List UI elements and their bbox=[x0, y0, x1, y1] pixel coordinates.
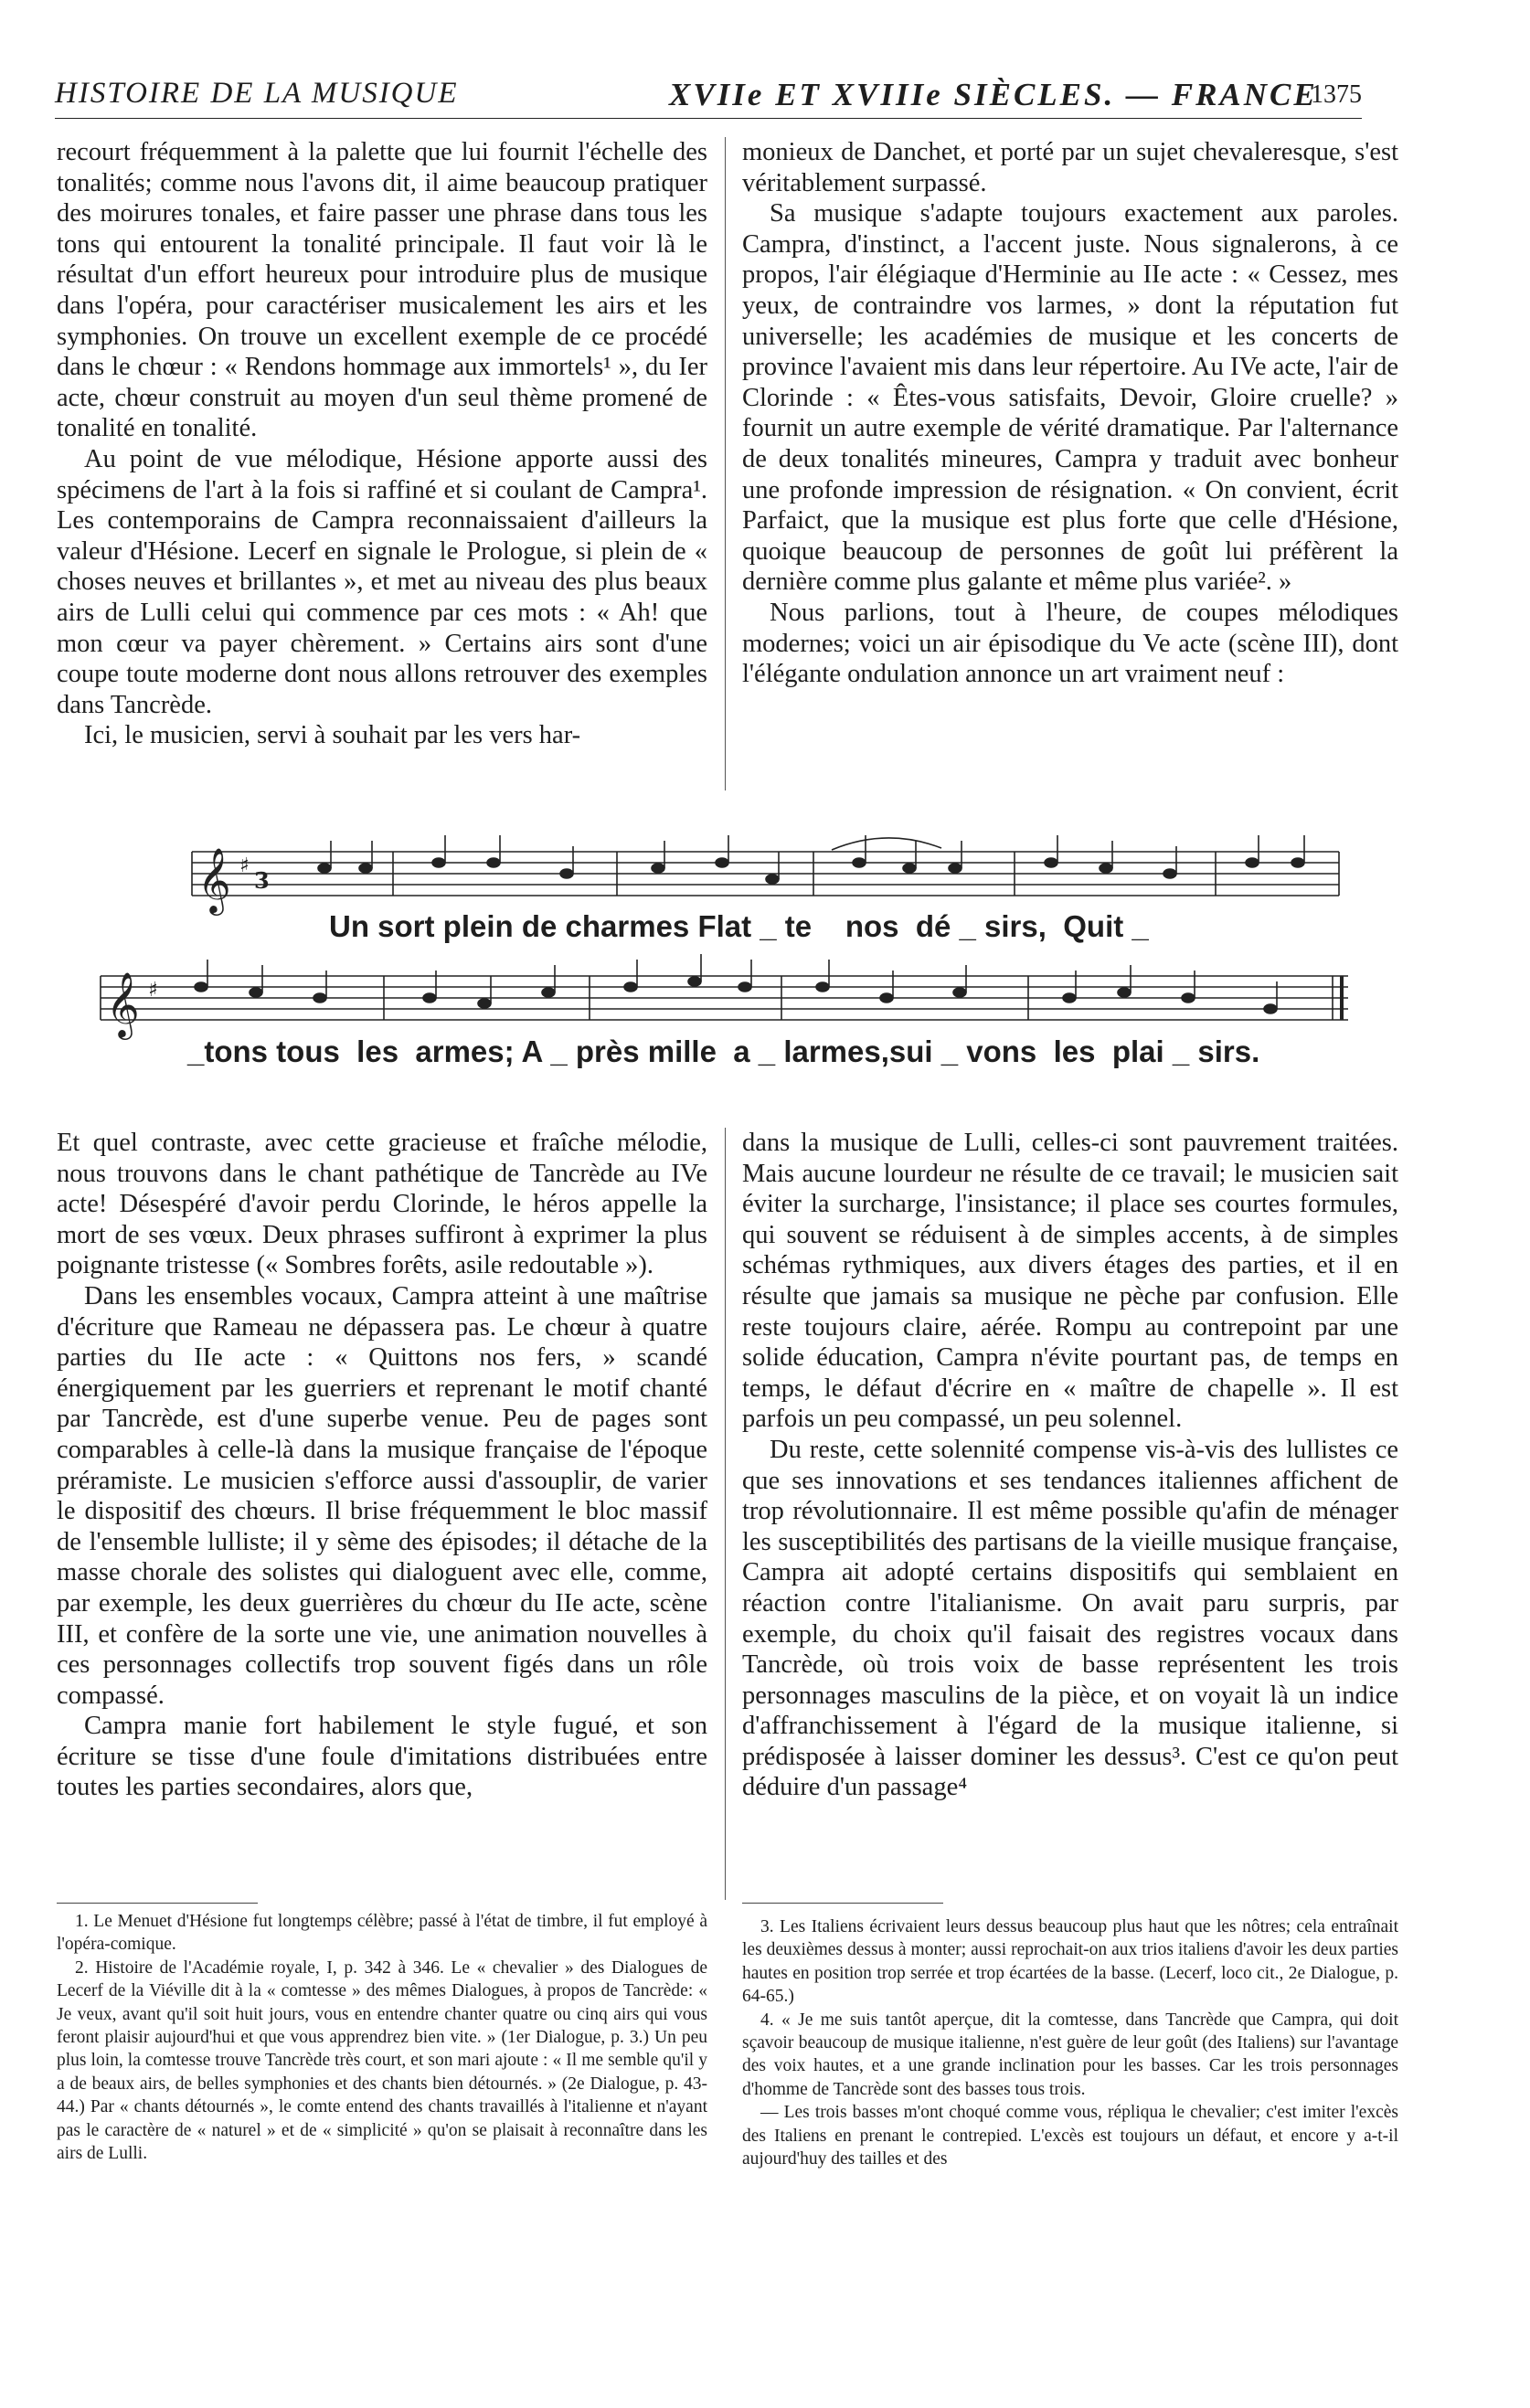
footnote-rule bbox=[57, 1903, 258, 1904]
paragraph: Nous parlions, tout à l'heure, de coupes mélodiques modernes; voici un air épisodique du Ve acte (scène III), dont l'élégante ondulation annonce un art vraiment neuf : bbox=[742, 598, 1398, 689]
paragraph: Du reste, cette solennité compense vis-à-vis des lullistes ce que ses innovations et ses tendances italiennes affichent de trop révolutionnaire. Il est même possible qu'afin de ménager les susceptibilités des partisans de la vieille musique française, Campra ait adopté certains dispositifs qui semblaient en réaction contre l'italianisme. On avait paru surpris, par exemple, du choix qu'il faisait des registres vocaux dans Tancrède, où trois voix de basse représentent les trois personnages masculins de la pièce, et on voyait là un indice d'affranchissement à l'égard de la musique italienne, si prédisposée à laisser dominer les dessus³. C'est ce qu'on peut déduire d'un passage⁴ bbox=[742, 1435, 1398, 1802]
lyrics-line-2: _tons tous les armes; A _ près mille a _ larmes,sui _ vons les plai _ sirs. bbox=[187, 1034, 1260, 1068]
header-title: HISTOIRE DE LA MUSIQUE bbox=[55, 77, 459, 110]
footnote: — Les trois basses m'ont choqué comme vous, répliqua le chevalier; c'est imiter l'excès des Italiens en prenant le contrepied. L'excès est toujours un défaut, et encore y a-t-il aujourd'huy des tailles et des bbox=[742, 2103, 1398, 2169]
footnote: 1. Le Menuet d'Hésione fut longtemps célèbre; passé à l'état de timbre, il fut employé à l'opéra-comique. bbox=[57, 1912, 707, 1955]
paragraph: Au point de vue mélodique, Hésione apporte aussi des spécimens de l'art à la fois si raffiné et si coulant de Campra¹. Les contemporains de Campra reconnaissaient d'ailleurs la valeur d'Hésione. Lecerf en signale le Prologue, si plein de « choses neuves et brillantes », et met au niveau des plus beaux airs de Lulli celui qui commence par ces mots : « Ah! que mon cœur va payer chèrement. » Certains airs sont d'une coupe toute moderne dont nous allons retrouver des exemples dans Tancrède. bbox=[57, 444, 707, 719]
paragraph: Campra manie fort habilement le style fugué, et son écriture se tisse d'une foule d'imitations distribuées entre toutes les parties secondaires, alors que, bbox=[57, 1712, 707, 1802]
footnote: 4. « Je me suis tantôt aperçue, dit la comtesse, dans Tancrède que Campra, qui doit sçavoir beaucoup de musique italienne, n'est guère de leur goût (des Italiens) sur l'avantage des voix hautes, et a une grande inclination pour les basses. Car les trois personnages d'homme de Tancrède sont des basses tous trois. bbox=[742, 2010, 1398, 2099]
header-section: XVIIe ET XVIIIe SIÈCLES. — FRANCE bbox=[669, 77, 1318, 112]
treble-clef-icon: 𝄞 bbox=[197, 846, 231, 913]
paragraph: Ici, le musicien, servi à souhait par les vers har- bbox=[84, 721, 581, 750]
svg-text:♯: ♯ bbox=[239, 854, 250, 877]
left-column-bottom bbox=[57, 1128, 707, 1803]
page-number: 1375 bbox=[1311, 80, 1362, 109]
footnotes-right bbox=[742, 1915, 1398, 2170]
footnote-rule bbox=[742, 1903, 943, 1904]
paragraph: Et quel contraste, avec cette gracieuse et fraîche mélodie, nous trouvons dans le chant pathétique de Tancrède au IVe acte! Désespéré d'avoir perdu Clorinde, le héros appelle la mort de ses vœux. Deux phrases suffiront à exprimer la plus poignante tristesse (« Sombres forêts, asile redoutable »). bbox=[57, 1129, 707, 1280]
music-staves bbox=[91, 804, 1444, 1115]
footnote: 2. Histoire de l'Académie royale, I, p. 342 à 346. Le « chevalier » des Dialogues de Lecerf de la Viéville dit à la « comtesse » des mêmes Dialogues, à propos de Tancrède: « Je veux, avant qu'il soit huit jours, vous en entendre chanter quatre ou cinq airs qui vous feront plaisir aujourd'hui et que vous apprendrez bien vite. » (1er Dialogue, p. 3.) Un peu plus loin, la comtesse trouve Tancrède très court, et son mari ajoute : « Il me semble qu'il y a de beaux airs, de belles symphonies et des chants bien détournés. » (2e Dialogue, p. 43-44.) Par « chants détournés », le comte entend des chants travaillés à l'italienne et n'ayant pas le caractère de « naturel » et de « simplicité » qu'on se plaisait à reconnaître dans les airs de Lulli. bbox=[57, 1957, 707, 2164]
treble-clef-icon: 𝄞 bbox=[106, 971, 140, 1037]
right-column-top bbox=[742, 137, 1398, 690]
running-header bbox=[55, 77, 1362, 121]
paragraph: Dans les ensembles vocaux, Campra atteint à une maîtrise d'écriture que Rameau ne dépassera pas. Le chœur à quatre parties du IIe acte : « Quittons nos fers, » scandé énergiquement par les guerriers et reprenant le motif chanté par Tancrède, est d'une superbe venue. Peu de pages sont comparables à celle-là dans la musique française de l'époque préramiste. Le musicien s'efforce aussi d'assouplir, de varier le dispositif des chœurs. Il brise fréquemment le bloc massif de l'ensemble lulliste; il y sème des épisodes; il détache de la masse chorale des solistes qui dialoguent avec elle, comme, par exemple, les deux guerrières du chœur du IIe acte, scène III, et confère de la sorte une vie, une animation nouvelles à ces personnages collectifs trop souvent figés dans un rôle compassé. bbox=[57, 1281, 707, 1710]
paragraph: dans la musique de Lulli, celles-ci sont pauvrement traitées. Mais aucune lourdeur ne résulte de ce travail; le musicien sait éviter la surcharge, l'insistance; il place ses courtes formules, qui souvent se réduisent à de simples accents, à de simples schémas rythmiques, aux divers étages des parties, et il en résulte que jamais sa musique ne pèche par confusion. Elle reste toujours claire, aérée. Rompu au contrepoint par une solide éducation, Campra n'évite pourtant pas, de temps en temps, le défaut d'écrire en « maître de chapelle ». Il est parfois un peu compassé, un peu solennel. bbox=[742, 1129, 1398, 1434]
right-column-bottom bbox=[742, 1128, 1398, 1803]
paragraph: monieux de Danchet, et porté par un sujet chevaleresque, s'est véritablement surpassé. bbox=[742, 138, 1398, 197]
music-example bbox=[91, 804, 1444, 1115]
svg-text:3: 3 bbox=[254, 867, 270, 894]
svg-text:♯: ♯ bbox=[148, 979, 158, 1002]
column-divider-bottom bbox=[725, 1128, 726, 1900]
lyrics-line-1: Un sort plein de charmes Flat _ te nos dé _ sirs, Quit _ bbox=[329, 909, 1149, 943]
footnotes-left bbox=[57, 1910, 707, 2165]
header-rule bbox=[55, 118, 1362, 119]
column-divider-top bbox=[725, 137, 726, 790]
footnote: 3. Les Italiens écrivaient leurs dessus beaucoup plus haut que les nôtres; cela entraînait les deuxièmes dessus à monter; aussi reprochait-on aux trios italiens d'avoir les deux parties hautes en position trop serrée et trop écartées de la basse. (Lecerf, loco cit., 2e Dialogue, p. 64-65.) bbox=[742, 1917, 1398, 2007]
left-column-top bbox=[57, 137, 707, 751]
paragraph: recourt fréquemment à la palette que lui fournit l'échelle des tonalités; comme nous l'avons dit, il aime beaucoup pratiquer des moirures tonales, et faire passer une phrase dans tous les tons qui entourent la tonalité principale. Il faut voir là le résultat d'un effort heureux pour introduire plus de musique dans l'opéra, pour caractériser musicalement les airs et les symphonies. On trouve un excellent exemple de ce procédé dans le chœur : « Rendons hommage aux immortels¹ », du Ier acte, chœur construit au moyen d'un seul thème promené de tonalité en tonalité. bbox=[57, 138, 707, 443]
paragraph: Sa musique s'adapte toujours exactement aux paroles. Campra, d'instinct, a l'accent juste. Nous signalerons, à ce propos, l'air élégiaque d'Herminie au IIe acte : « Cessez, mes yeux, de contraindre vos larmes, » dont la réputation fut universelle; les académies de musique et les concerts de province l'avaient mis dans leur répertoire. Au IVe acte, l'air de Clorinde : « Êtes-vous satisfaits, Devoir, Gloire cruelle? » fournit un autre exemple de vérité dramatique. Par l'alternance de deux tonalités mineures, Campra y traduit avec bonheur une profonde impression de résignation. « On convient, écrit Parfaict, que la musique est plus forte que celle d'Hésione, quoique beaucoup de personnes de goût lui préfèrent la dernière comme plus galante et même plus variée². » bbox=[742, 199, 1398, 597]
